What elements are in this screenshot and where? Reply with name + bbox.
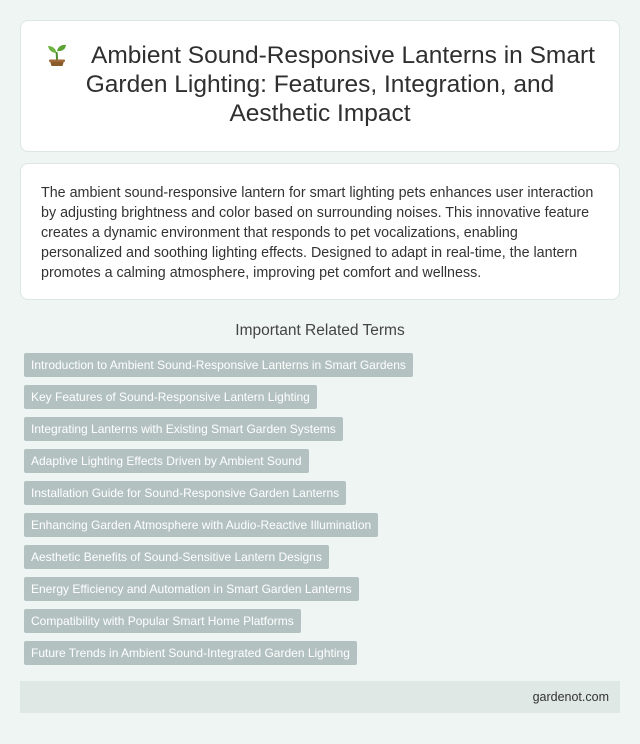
related-term-item — [24, 609, 301, 641]
related-term-tag[interactable]: Compatibility with Popular Smart Home Platforms — [24, 609, 301, 633]
summary-card — [20, 163, 620, 300]
page-title-text: Ambient Sound-Responsive Lanterns in Smart Garden Lighting: Features, Integration, and Aesthetic Impact — [85, 42, 595, 127]
related-term-tag[interactable]: Introduction to Ambient Sound-Responsive Lanterns in Smart Gardens — [24, 353, 413, 377]
related-term-item — [24, 641, 357, 673]
related-term-item — [24, 513, 378, 545]
related-term-item — [24, 449, 309, 481]
sprout-icon — [45, 42, 69, 66]
related-term-item — [24, 385, 317, 417]
related-term-tag[interactable]: Installation Guide for Sound-Responsive Garden Lanterns — [24, 481, 346, 505]
related-term-item — [24, 577, 359, 609]
related-terms-list — [24, 353, 413, 673]
title-card — [20, 20, 620, 152]
related-term-item — [24, 481, 346, 513]
related-term-tag[interactable]: Aesthetic Benefits of Sound-Sensitive Lantern Designs — [24, 545, 329, 569]
summary-text: The ambient sound-responsive lantern for smart lighting pets enhances user interaction by adjusting brightness and color based on surrounding noises. This innovative feature creates a dynamic environment that responds to pet vocalizations, enabling personalized and soothing lighting effects. Designed to adapt in real-time, the lantern promotes a calming atmosphere, improving pet comfort and wellness. — [41, 185, 594, 281]
related-term-tag[interactable]: Key Features of Sound-Responsive Lantern Lighting — [24, 385, 317, 409]
page-title — [41, 41, 599, 128]
related-term-item — [24, 545, 329, 577]
related-term-item — [24, 417, 343, 449]
related-term-item — [24, 353, 413, 385]
related-term-tag[interactable]: Future Trends in Ambient Sound-Integrated Garden Lighting — [24, 641, 357, 665]
footer — [20, 681, 620, 713]
related-term-tag[interactable]: Energy Efficiency and Automation in Smart Garden Lanterns — [24, 577, 359, 601]
related-term-tag[interactable]: Adaptive Lighting Effects Driven by Ambient Sound — [24, 449, 309, 473]
footer-site-link[interactable]: gardenot.com — [532, 690, 609, 704]
related-term-tag[interactable]: Enhancing Garden Atmosphere with Audio-Reactive Illumination — [24, 513, 378, 537]
related-term-tag[interactable]: Integrating Lanterns with Existing Smart Garden Systems — [24, 417, 343, 441]
related-terms-heading: Important Related Terms — [235, 322, 405, 339]
